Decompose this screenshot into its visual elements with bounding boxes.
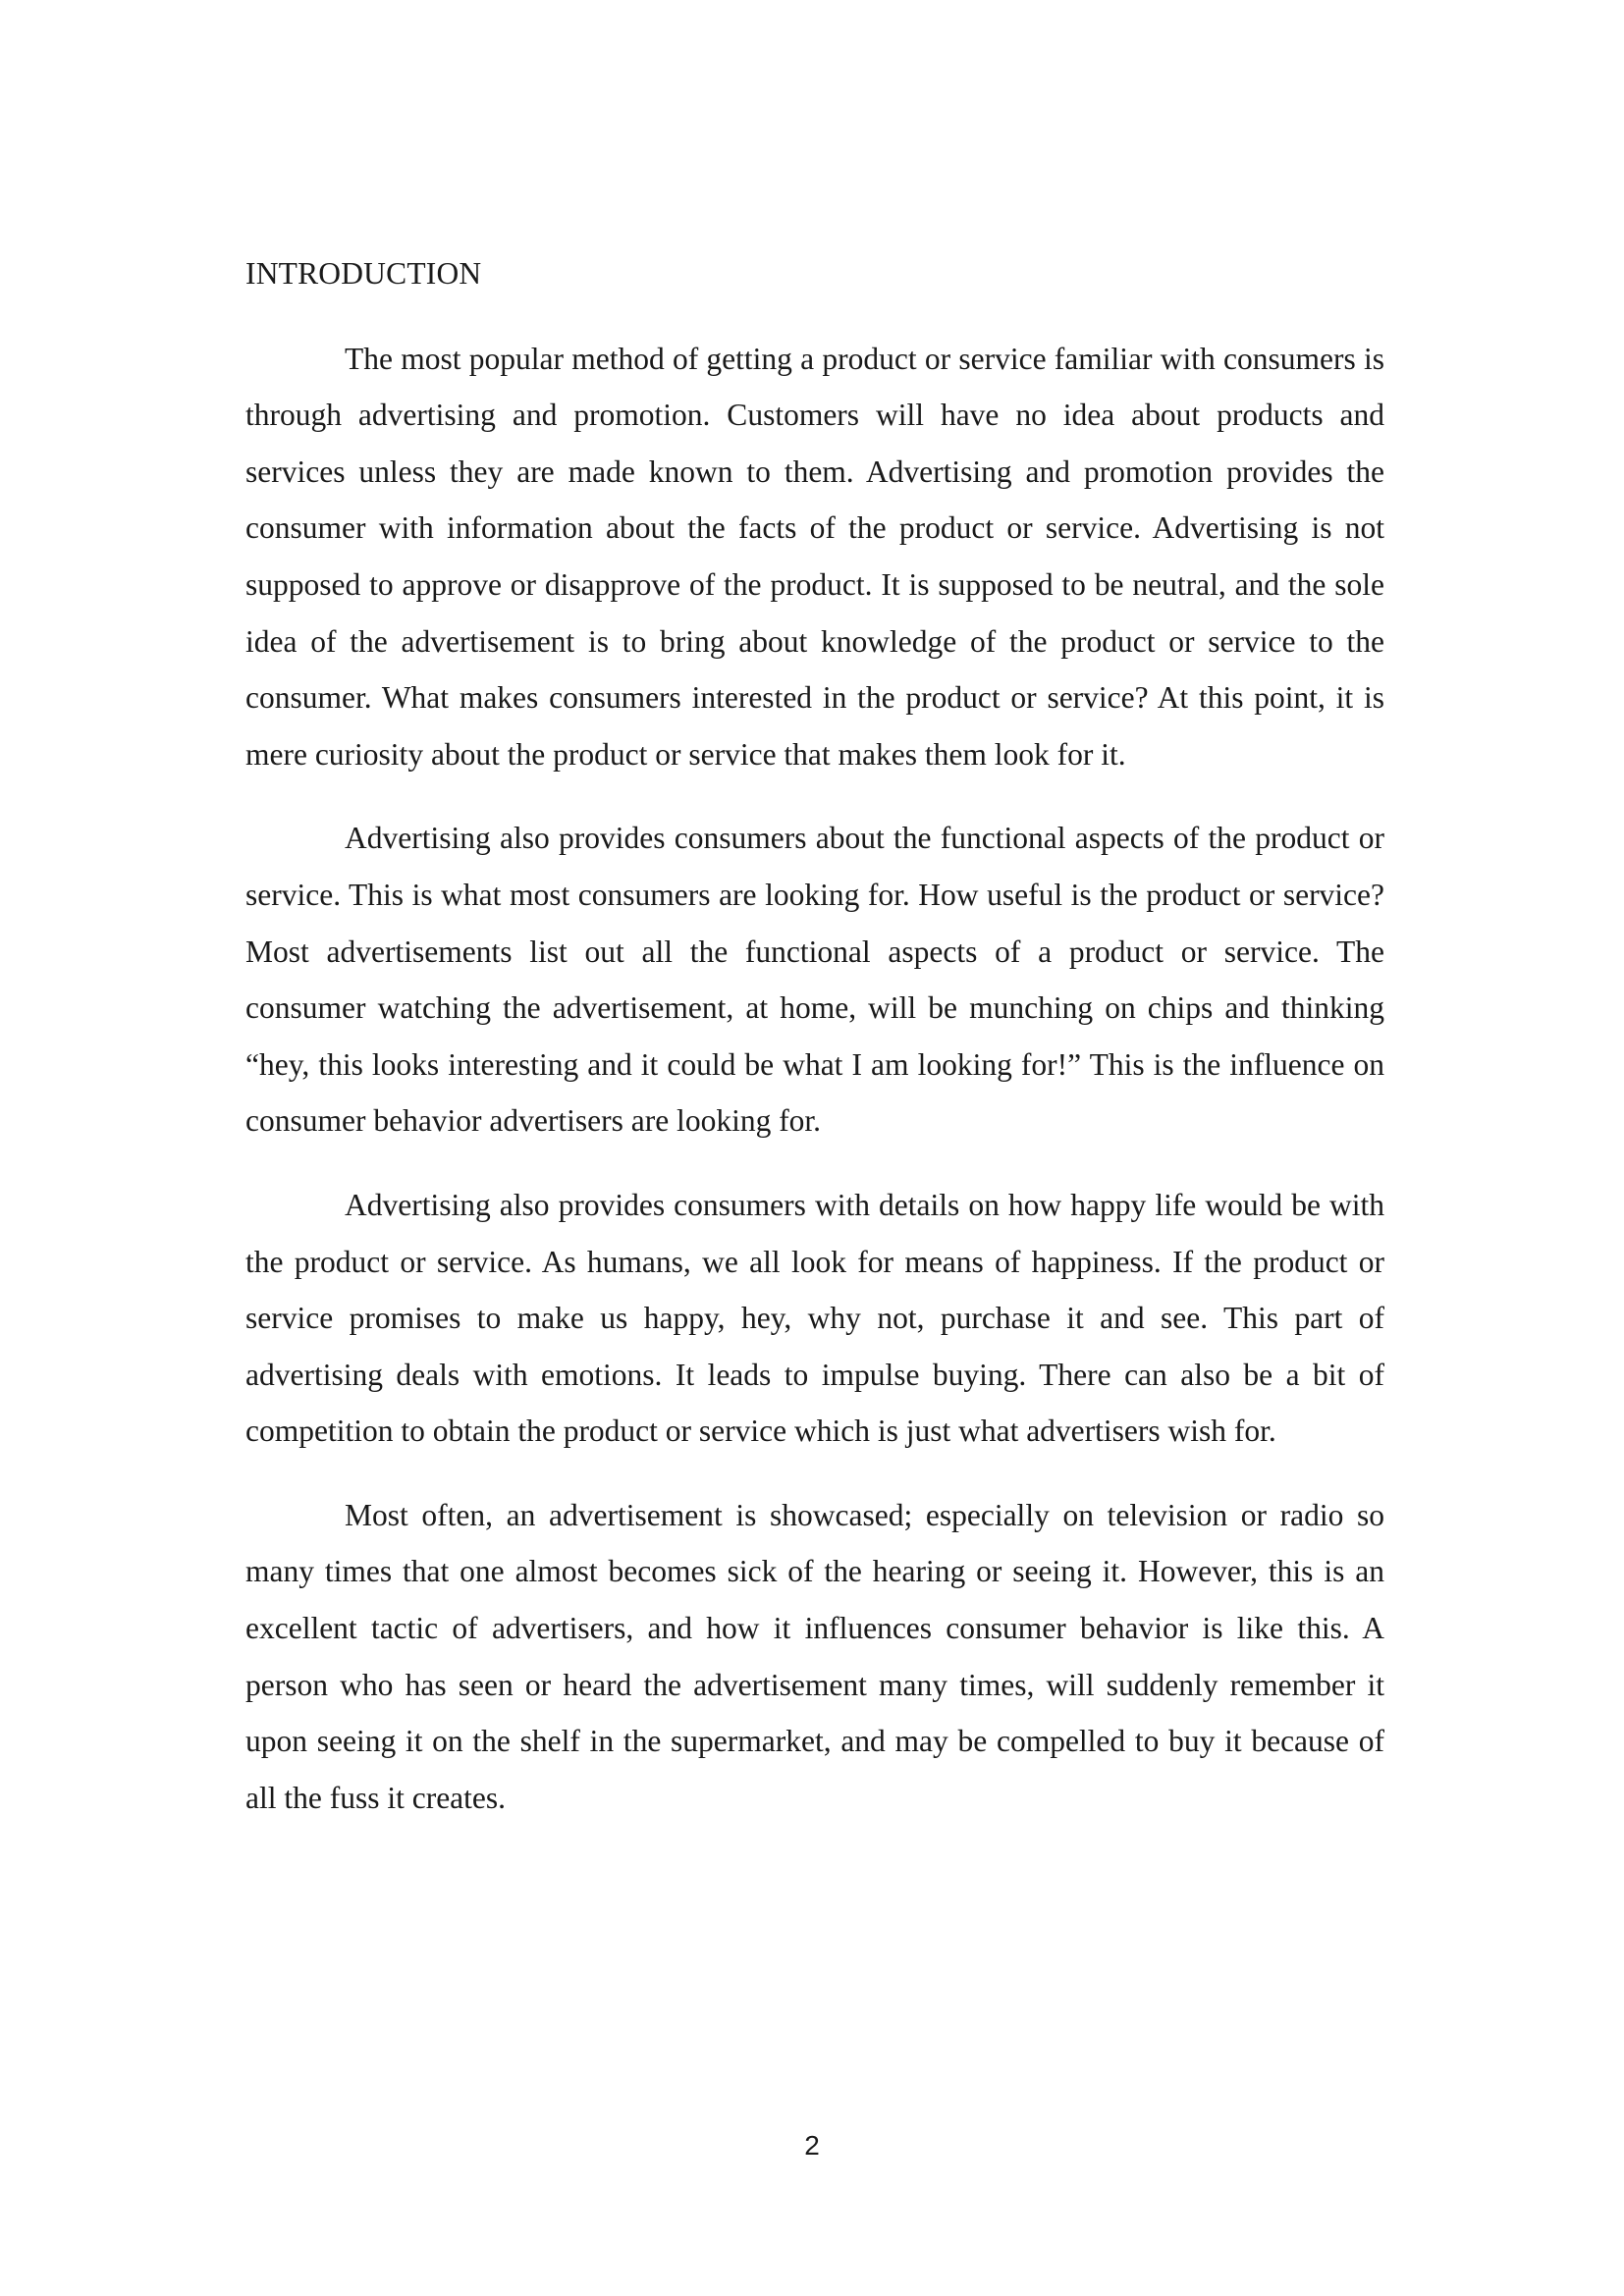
page-content	[245, 245, 1384, 1853]
paragraph: Advertising also provides consumers about the functional aspects of the product or service. This is what most consumers are looking for. How useful is the product or service? Most advertisements list out all the functional aspects of a product or service. The consumer watching the advertisement, at home, will be munching on chips and thinking “hey, this looks interesting and it could be what I am looking for!” This is the influence on consumer behavior advertisers are looking for.	[245, 821, 1384, 1139]
paragraph: Most often, an advertisement is showcased; especially on television or radio so many times that one almost becomes sick of the hearing or seeing it. However, this is an excellent tactic of advertisers, and how it influences consumer behavior is like this. A person who has seen or heard the advertisement many times, will suddenly remember it upon seeing it on the shelf in the supermarket, and may be compelled to buy it because of all the fuss it creates.	[245, 1497, 1384, 1815]
paragraph: The most popular method of getting a product or service familiar with consumers is through advertising and promotion. Customers will have no idea about products and services unless they are made known to them. Advertising and promotion provides the consumer with information about the facts of the product or service. Advertising is not supposed to approve or disapprove of the product. It is supposed to be neutral, and the sole idea of the advertisement is to bring about knowledge of the product or service to the consumer. What makes consumers interested in the product or service? At this point, it is mere curiosity about the product or service that makes them look for it.	[245, 341, 1384, 772]
paragraph: Advertising also provides consumers with details on how happy life would be with the product or service. As humans, we all look for means of happiness. If the product or service promises to make us happy, hey, why not, purchase it and see. This part of advertising deals with emotions. It leads to impulse buying. There can also be a bit of competition to obtain the product or service which is just what advertisers wish for.	[245, 1187, 1384, 1449]
page-number: 2	[804, 2130, 820, 2161]
section-heading: INTRODUCTION	[245, 256, 482, 291]
